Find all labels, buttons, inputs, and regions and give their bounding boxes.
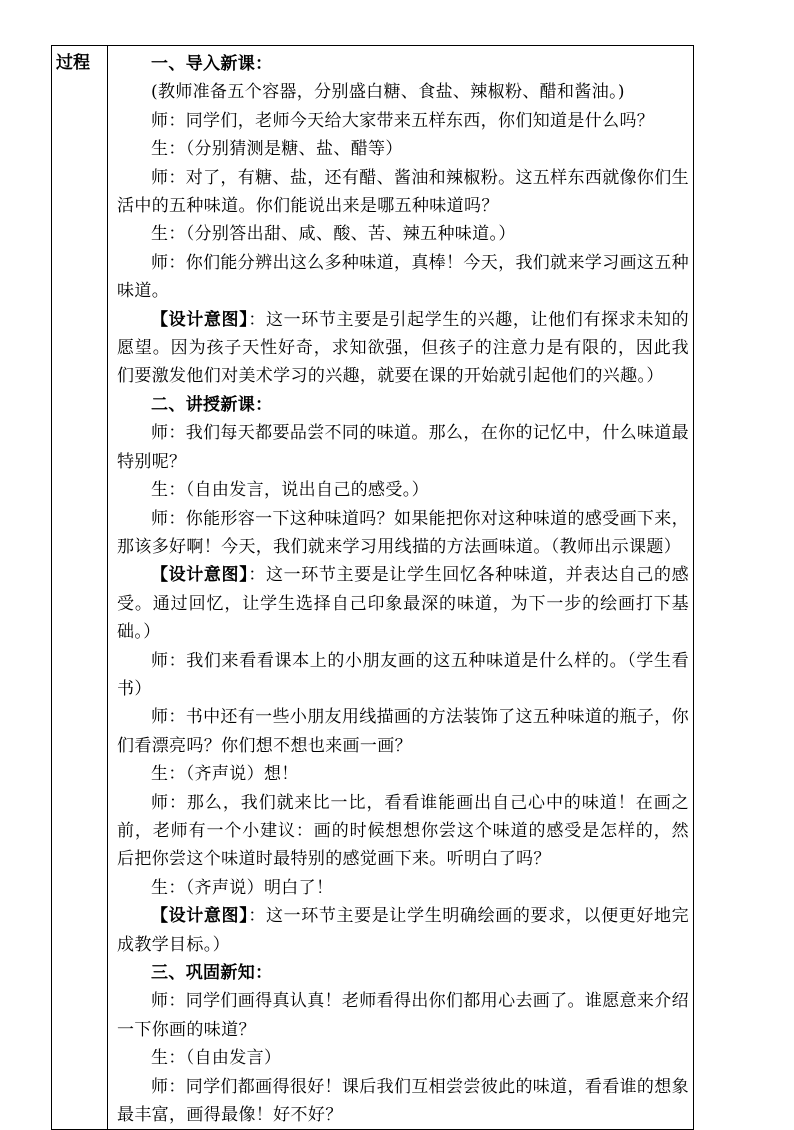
lesson-plan-table	[51, 45, 694, 1130]
dialogue-paragraph: 生：（齐声说）明白了！	[151, 877, 334, 898]
section-heading: 一、导入新课：	[151, 54, 273, 74]
dialogue-paragraph: 师：书中还有一些小朋友用线描画的方法装饰了这五种味道的瓶子，你们看漂亮吗？你们想不想也来画一画？	[117, 707, 689, 756]
design-intent-tag: 【设计意图】	[151, 309, 249, 330]
dialogue-paragraph: 生：（自由发言）	[151, 1048, 282, 1069]
dialogue-paragraph: (教师准备五个容器，分别盛白糖、食盐、辣椒粉、醋和酱油。)	[151, 82, 625, 103]
dialogue-paragraph: 师：同学们都画得很好！课后我们互相尝尝彼此的味道，看看谁的想象最丰富，画得最像！好不好？	[117, 1076, 689, 1126]
design-intent-text: ：这一环节主要是让学生回忆各种味道，并表达自己的感受。通过回忆，让学生选择自己印象最深的味道，为下一步的绘画打下基础。）	[117, 565, 689, 643]
dialogue-paragraph: 师：对了，有糖、盐，还有醋、酱油和辣椒粉。这五样东西就像你们生活中的五种味道。你们能说出来是哪五种味道吗？	[117, 167, 689, 217]
dialogue-paragraph: 生：（自由发言，说出自己的感受。）	[151, 480, 429, 501]
dialogue-paragraph: 师：我们每天都要品尝不同的味道。那么，在你的记忆中，什么味道最特别呢？	[117, 423, 689, 472]
dialogue-paragraph: 师：同学们画得真认真！老师看得出你们都用心去画了。谁愿意来介绍一下你画的味道？	[117, 991, 689, 1040]
lesson-content	[108, 46, 693, 1129]
dialogue-paragraph: 生：（分别猜测是糖、盐、醋等）	[151, 139, 403, 160]
section-heading: 三、巩固新知：	[151, 963, 273, 983]
design-intent-text: ：这一环节主要是让学生明确绘画的要求，以便更好地完成教学目标。）	[117, 906, 689, 955]
dialogue-paragraph: 师：你能形容一下这种味道吗？如果能把你对这种味道的感受画下来，那该多好啊！今天，我们就来学习用线描的方法画味道。（教师出示课题）	[117, 508, 689, 557]
dialogue-paragraph: 师：你们能分辨出这么多种味道，真棒！今天，我们就来学习画这五种味道。	[117, 252, 689, 302]
design-intent-tag: 【设计意图】	[151, 906, 249, 927]
design-intent-paragraph	[117, 561, 689, 646]
design-intent-tag: 【设计意图】	[151, 565, 249, 586]
process-row	[52, 46, 694, 1130]
dialogue-paragraph: 生：（分别答出甜、咸、酸、苦、辣五种味道。）	[151, 224, 516, 245]
dialogue-paragraph: 师：那么，我们就来比一比，看看谁能画出自己心中的味道！在画之前，老师有一个小建议：画的时候想想你尝这个味道的感受是怎样的，然后把你尝这个味道时最特别的感觉画下来。听明白了吗？	[117, 792, 689, 870]
section-heading: 二、讲授新课：	[151, 394, 273, 415]
stage-label: 过程	[56, 53, 90, 73]
design-intent-paragraph	[117, 306, 689, 391]
dialogue-paragraph: 师：同学们，老师今天给大家带来五样东西，你们知道是什么吗？	[151, 110, 655, 131]
content-cell	[108, 46, 694, 1130]
dialogue-paragraph: 生：（齐声说）想！	[151, 764, 299, 785]
stage-label-cell	[52, 46, 108, 1130]
design-intent-paragraph	[117, 902, 689, 959]
design-intent-text: ：这一环节主要是引起学生的兴趣，让他们有探求未知的愿望。因为孩子天性好奇，求知欲强，但孩子的注意力是有限的，因此我们要激发他们对美术学习的兴趣，就要在课的开始就引起他们的兴趣。）	[117, 309, 689, 387]
dialogue-paragraph: 师：我们来看看课本上的小朋友画的这五种味道是什么样的。（学生看书）	[117, 650, 689, 699]
